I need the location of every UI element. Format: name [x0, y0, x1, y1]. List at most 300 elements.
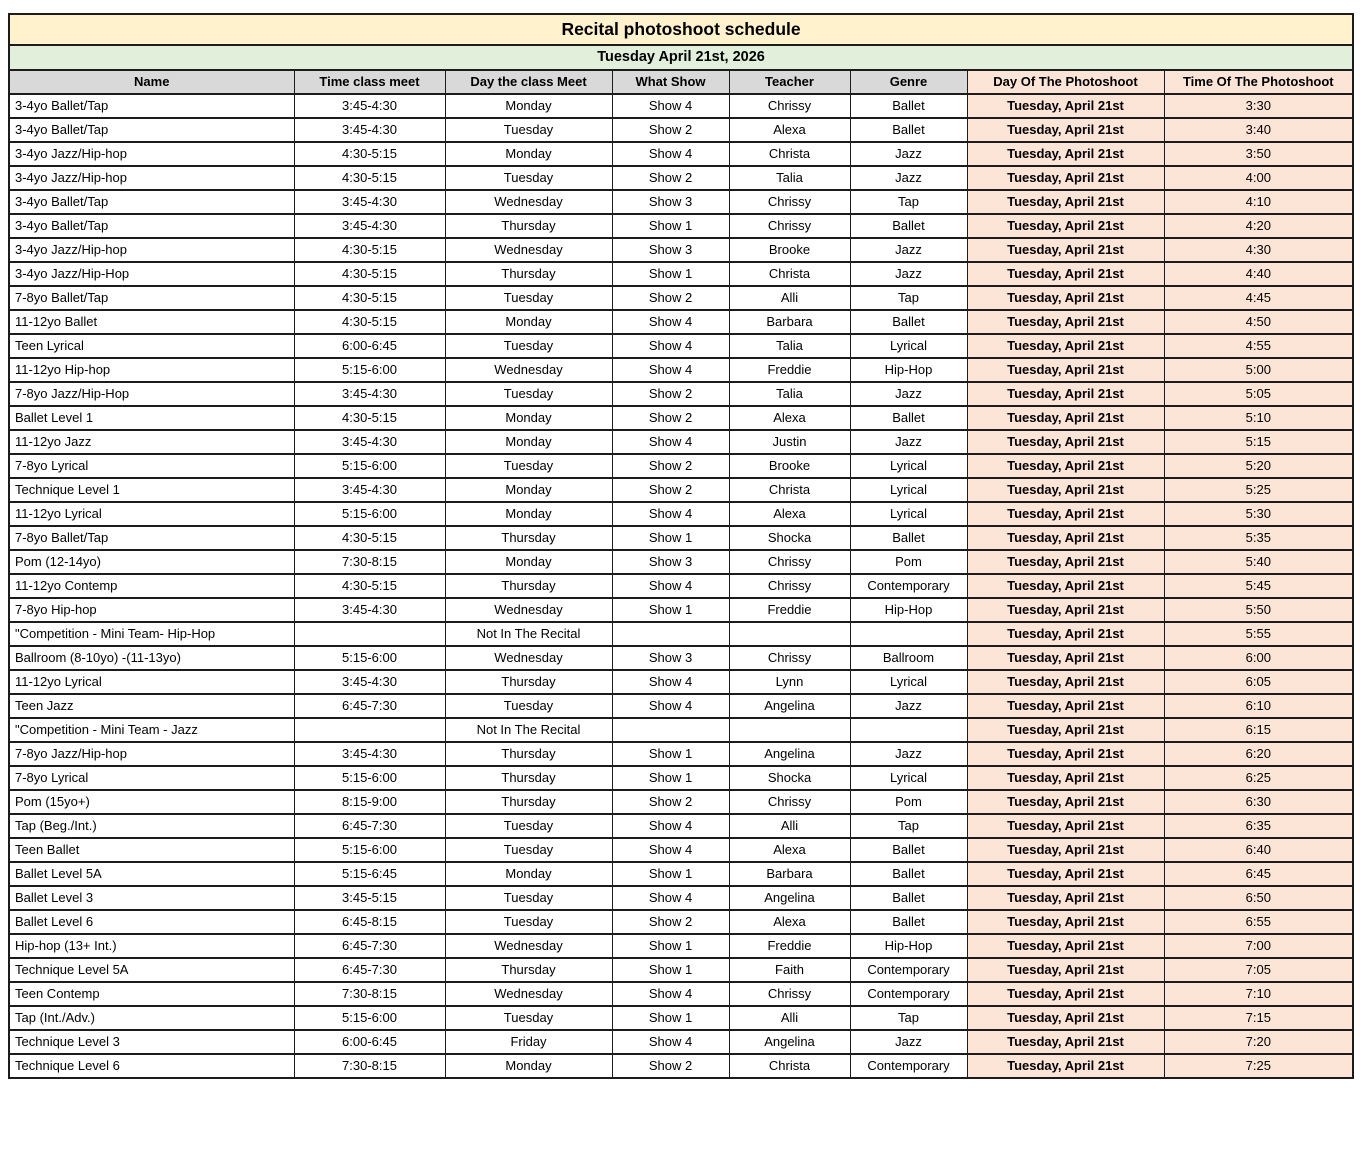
cell-teacher [729, 622, 850, 646]
column-header-name: Name [9, 70, 294, 94]
cell-time-of-the-photoshoot: 6:20 [1164, 742, 1353, 766]
cell-what-show: Show 2 [612, 478, 729, 502]
cell-what-show: Show 1 [612, 526, 729, 550]
cell-day-of-the-photoshoot: Tuesday, April 21st [967, 214, 1164, 238]
table-row [9, 910, 1353, 934]
cell-genre: Lyrical [850, 334, 967, 358]
cell-name: Technique Level 6 [9, 1054, 294, 1078]
cell-time-of-the-photoshoot: 6:15 [1164, 718, 1353, 742]
cell-time-class-meet: 6:45-7:30 [294, 934, 445, 958]
cell-day-of-the-photoshoot: Tuesday, April 21st [967, 550, 1164, 574]
cell-time-of-the-photoshoot: 7:25 [1164, 1054, 1353, 1078]
cell-genre: Hip-Hop [850, 358, 967, 382]
table-row [9, 646, 1353, 670]
cell-what-show: Show 1 [612, 1006, 729, 1030]
table-row [9, 526, 1353, 550]
cell-genre: Ballet [850, 406, 967, 430]
cell-what-show [612, 718, 729, 742]
cell-what-show: Show 4 [612, 502, 729, 526]
cell-day-the-class-meet: Tuesday [445, 886, 612, 910]
table-row [9, 622, 1353, 646]
cell-day-of-the-photoshoot: Tuesday, April 21st [967, 814, 1164, 838]
cell-teacher: Faith [729, 958, 850, 982]
cell-time-class-meet: 5:15-6:00 [294, 1006, 445, 1030]
cell-genre: Jazz [850, 262, 967, 286]
cell-what-show: Show 4 [612, 430, 729, 454]
table-row [9, 262, 1353, 286]
cell-day-of-the-photoshoot: Tuesday, April 21st [967, 190, 1164, 214]
cell-name: Tap (Beg./Int.) [9, 814, 294, 838]
cell-name: 11-12yo Lyrical [9, 670, 294, 694]
cell-what-show: Show 2 [612, 910, 729, 934]
cell-time-class-meet: 6:45-7:30 [294, 694, 445, 718]
cell-name: Ballroom (8-10yo) -(11-13yo) [9, 646, 294, 670]
cell-genre: Jazz [850, 166, 967, 190]
cell-day-of-the-photoshoot: Tuesday, April 21st [967, 406, 1164, 430]
table-row [9, 862, 1353, 886]
cell-teacher: Chrissy [729, 214, 850, 238]
table-row [9, 934, 1353, 958]
cell-what-show: Show 1 [612, 862, 729, 886]
cell-teacher: Shocka [729, 766, 850, 790]
table-row [9, 886, 1353, 910]
table-row [9, 190, 1353, 214]
cell-time-class-meet: 8:15-9:00 [294, 790, 445, 814]
cell-what-show: Show 2 [612, 166, 729, 190]
cell-teacher: Chrissy [729, 646, 850, 670]
cell-day-the-class-meet: Tuesday [445, 334, 612, 358]
cell-teacher: Christa [729, 1054, 850, 1078]
cell-name: Hip-hop (13+ Int.) [9, 934, 294, 958]
cell-day-of-the-photoshoot: Tuesday, April 21st [967, 310, 1164, 334]
cell-what-show: Show 2 [612, 382, 729, 406]
cell-teacher: Freddie [729, 934, 850, 958]
cell-day-the-class-meet: Wednesday [445, 358, 612, 382]
table-row [9, 334, 1353, 358]
cell-day-the-class-meet: Monday [445, 430, 612, 454]
table-row [9, 550, 1353, 574]
column-header-genre: Genre [850, 70, 967, 94]
cell-day-the-class-meet: Monday [445, 550, 612, 574]
cell-time-class-meet [294, 718, 445, 742]
cell-name: 7-8yo Lyrical [9, 766, 294, 790]
cell-time-class-meet: 5:15-6:00 [294, 358, 445, 382]
cell-teacher: Shocka [729, 526, 850, 550]
cell-what-show: Show 2 [612, 118, 729, 142]
cell-name: 3-4yo Jazz/Hip-hop [9, 166, 294, 190]
cell-teacher: Talia [729, 334, 850, 358]
cell-time-of-the-photoshoot: 4:20 [1164, 214, 1353, 238]
cell-day-the-class-meet: Thursday [445, 574, 612, 598]
cell-day-of-the-photoshoot: Tuesday, April 21st [967, 238, 1164, 262]
cell-what-show: Show 2 [612, 790, 729, 814]
cell-teacher: Brooke [729, 454, 850, 478]
cell-genre: Ballet [850, 910, 967, 934]
cell-what-show: Show 1 [612, 766, 729, 790]
table-row [9, 574, 1353, 598]
cell-genre [850, 622, 967, 646]
cell-teacher: Angelina [729, 742, 850, 766]
cell-what-show: Show 2 [612, 1054, 729, 1078]
cell-time-of-the-photoshoot: 5:10 [1164, 406, 1353, 430]
cell-genre: Ballet [850, 94, 967, 118]
cell-name: 11-12yo Jazz [9, 430, 294, 454]
cell-time-class-meet: 5:15-6:00 [294, 454, 445, 478]
cell-day-of-the-photoshoot: Tuesday, April 21st [967, 382, 1164, 406]
cell-time-of-the-photoshoot: 3:40 [1164, 118, 1353, 142]
table-row [9, 838, 1353, 862]
cell-genre: Tap [850, 286, 967, 310]
cell-what-show: Show 3 [612, 238, 729, 262]
table-row [9, 598, 1353, 622]
cell-genre: Lyrical [850, 478, 967, 502]
cell-day-the-class-meet: Tuesday [445, 910, 612, 934]
cell-teacher: Talia [729, 382, 850, 406]
cell-what-show: Show 1 [612, 598, 729, 622]
cell-teacher: Brooke [729, 238, 850, 262]
cell-what-show: Show 4 [612, 886, 729, 910]
cell-time-class-meet: 6:45-8:15 [294, 910, 445, 934]
cell-teacher: Alli [729, 814, 850, 838]
cell-what-show: Show 4 [612, 94, 729, 118]
cell-genre: Hip-Hop [850, 934, 967, 958]
cell-teacher: Chrissy [729, 790, 850, 814]
cell-teacher: Alexa [729, 406, 850, 430]
cell-time-class-meet: 4:30-5:15 [294, 262, 445, 286]
cell-name: 3-4yo Jazz/Hip-Hop [9, 262, 294, 286]
cell-teacher: Christa [729, 262, 850, 286]
cell-genre: Lyrical [850, 454, 967, 478]
cell-time-class-meet: 5:15-6:00 [294, 838, 445, 862]
cell-time-of-the-photoshoot: 5:45 [1164, 574, 1353, 598]
cell-teacher: Freddie [729, 598, 850, 622]
cell-time-class-meet: 4:30-5:15 [294, 238, 445, 262]
cell-genre: Pom [850, 790, 967, 814]
cell-what-show: Show 4 [612, 1030, 729, 1054]
cell-genre: Jazz [850, 382, 967, 406]
cell-day-the-class-meet: Monday [445, 142, 612, 166]
cell-name: Teen Ballet [9, 838, 294, 862]
cell-day-of-the-photoshoot: Tuesday, April 21st [967, 862, 1164, 886]
cell-day-the-class-meet: Wednesday [445, 646, 612, 670]
cell-time-of-the-photoshoot: 7:10 [1164, 982, 1353, 1006]
table-row [9, 694, 1353, 718]
table-row [9, 742, 1353, 766]
cell-day-the-class-meet: Tuesday [445, 382, 612, 406]
schedule-sheet [8, 13, 1354, 1079]
table-row [9, 142, 1353, 166]
cell-teacher: Chrissy [729, 574, 850, 598]
cell-name: Pom (15yo+) [9, 790, 294, 814]
cell-teacher: Barbara [729, 310, 850, 334]
cell-genre: Ballet [850, 118, 967, 142]
cell-genre: Lyrical [850, 670, 967, 694]
cell-what-show: Show 3 [612, 190, 729, 214]
cell-time-of-the-photoshoot: 6:50 [1164, 886, 1353, 910]
cell-genre: Ballet [850, 886, 967, 910]
cell-day-the-class-meet: Not In The Recital [445, 622, 612, 646]
cell-what-show: Show 1 [612, 742, 729, 766]
cell-day-of-the-photoshoot: Tuesday, April 21st [967, 742, 1164, 766]
table-row [9, 118, 1353, 142]
cell-time-class-meet: 3:45-4:30 [294, 430, 445, 454]
cell-genre: Jazz [850, 142, 967, 166]
cell-time-of-the-photoshoot: 7:20 [1164, 1030, 1353, 1054]
cell-genre: Tap [850, 1006, 967, 1030]
cell-name: 11-12yo Lyrical [9, 502, 294, 526]
cell-time-of-the-photoshoot: 4:00 [1164, 166, 1353, 190]
cell-what-show: Show 4 [612, 310, 729, 334]
cell-time-of-the-photoshoot: 7:00 [1164, 934, 1353, 958]
cell-day-the-class-meet: Thursday [445, 262, 612, 286]
cell-day-the-class-meet: Wednesday [445, 190, 612, 214]
cell-name: Technique Level 1 [9, 478, 294, 502]
cell-day-the-class-meet: Tuesday [445, 454, 612, 478]
cell-day-of-the-photoshoot: Tuesday, April 21st [967, 598, 1164, 622]
column-header-teacher: Teacher [729, 70, 850, 94]
cell-teacher: Chrissy [729, 190, 850, 214]
cell-teacher: Chrissy [729, 550, 850, 574]
cell-genre: Ballet [850, 838, 967, 862]
cell-name: Teen Lyrical [9, 334, 294, 358]
column-header-time-class-meet: Time class meet [294, 70, 445, 94]
cell-day-the-class-meet: Not In The Recital [445, 718, 612, 742]
cell-name: 3-4yo Jazz/Hip-hop [9, 142, 294, 166]
cell-genre: Hip-Hop [850, 598, 967, 622]
cell-time-of-the-photoshoot: 7:05 [1164, 958, 1353, 982]
column-header-what-show: What Show [612, 70, 729, 94]
cell-name: 7-8yo Jazz/Hip-hop [9, 742, 294, 766]
cell-teacher: Justin [729, 430, 850, 454]
cell-what-show: Show 4 [612, 334, 729, 358]
cell-day-of-the-photoshoot: Tuesday, April 21st [967, 262, 1164, 286]
cell-day-of-the-photoshoot: Tuesday, April 21st [967, 502, 1164, 526]
cell-time-of-the-photoshoot: 6:10 [1164, 694, 1353, 718]
cell-teacher: Chrissy [729, 982, 850, 1006]
table-row [9, 718, 1353, 742]
cell-day-the-class-meet: Wednesday [445, 598, 612, 622]
photoshoot-schedule-table [8, 13, 1354, 1079]
cell-time-class-meet: 3:45-4:30 [294, 190, 445, 214]
cell-time-class-meet: 4:30-5:15 [294, 526, 445, 550]
cell-time-class-meet: 3:45-4:30 [294, 118, 445, 142]
cell-what-show: Show 4 [612, 142, 729, 166]
cell-what-show: Show 3 [612, 646, 729, 670]
cell-name: Technique Level 3 [9, 1030, 294, 1054]
cell-teacher: Talia [729, 166, 850, 190]
cell-time-class-meet: 3:45-5:15 [294, 886, 445, 910]
table-row [9, 310, 1353, 334]
cell-time-class-meet: 6:00-6:45 [294, 334, 445, 358]
cell-what-show: Show 4 [612, 358, 729, 382]
cell-name: 3-4yo Ballet/Tap [9, 94, 294, 118]
cell-genre: Tap [850, 814, 967, 838]
cell-time-of-the-photoshoot: 5:35 [1164, 526, 1353, 550]
cell-time-class-meet: 3:45-4:30 [294, 94, 445, 118]
cell-time-of-the-photoshoot: 6:55 [1164, 910, 1353, 934]
cell-name: 7-8yo Hip-hop [9, 598, 294, 622]
cell-teacher: Angelina [729, 886, 850, 910]
cell-time-class-meet: 4:30-5:15 [294, 310, 445, 334]
table-row [9, 214, 1353, 238]
cell-what-show: Show 4 [612, 694, 729, 718]
cell-time-class-meet: 3:45-4:30 [294, 478, 445, 502]
cell-day-of-the-photoshoot: Tuesday, April 21st [967, 574, 1164, 598]
cell-genre: Ballet [850, 310, 967, 334]
column-header-day-of-the-photoshoot: Day Of The Photoshoot [967, 70, 1164, 94]
cell-time-of-the-photoshoot: 4:55 [1164, 334, 1353, 358]
cell-time-class-meet: 4:30-5:15 [294, 574, 445, 598]
cell-day-of-the-photoshoot: Tuesday, April 21st [967, 166, 1164, 190]
cell-genre: Jazz [850, 694, 967, 718]
table-row [9, 814, 1353, 838]
cell-day-of-the-photoshoot: Tuesday, April 21st [967, 886, 1164, 910]
cell-day-the-class-meet: Thursday [445, 790, 612, 814]
cell-what-show: Show 3 [612, 550, 729, 574]
cell-teacher: Freddie [729, 358, 850, 382]
cell-day-of-the-photoshoot: Tuesday, April 21st [967, 454, 1164, 478]
table-row [9, 286, 1353, 310]
cell-what-show: Show 1 [612, 214, 729, 238]
table-row [9, 1030, 1353, 1054]
cell-day-of-the-photoshoot: Tuesday, April 21st [967, 934, 1164, 958]
cell-teacher: Christa [729, 142, 850, 166]
cell-genre: Jazz [850, 430, 967, 454]
cell-name: Tap (Int./Adv.) [9, 1006, 294, 1030]
cell-day-of-the-photoshoot: Tuesday, April 21st [967, 718, 1164, 742]
cell-time-of-the-photoshoot: 5:00 [1164, 358, 1353, 382]
cell-genre: Jazz [850, 1030, 967, 1054]
cell-day-the-class-meet: Tuesday [445, 838, 612, 862]
cell-teacher: Chrissy [729, 94, 850, 118]
cell-what-show: Show 4 [612, 982, 729, 1006]
cell-name: Technique Level 5A [9, 958, 294, 982]
cell-name: Teen Jazz [9, 694, 294, 718]
cell-name: Ballet Level 1 [9, 406, 294, 430]
cell-time-of-the-photoshoot: 4:30 [1164, 238, 1353, 262]
cell-time-class-meet: 3:45-4:30 [294, 742, 445, 766]
table-row [9, 166, 1353, 190]
cell-day-the-class-meet: Monday [445, 862, 612, 886]
cell-day-the-class-meet: Monday [445, 1054, 612, 1078]
cell-teacher: Lynn [729, 670, 850, 694]
table-row [9, 502, 1353, 526]
table-row [9, 1054, 1353, 1078]
cell-time-class-meet: 6:45-7:30 [294, 958, 445, 982]
cell-teacher: Alexa [729, 910, 850, 934]
column-header-row [9, 70, 1353, 94]
cell-time-of-the-photoshoot: 7:15 [1164, 1006, 1353, 1030]
cell-genre: Contemporary [850, 1054, 967, 1078]
cell-day-of-the-photoshoot: Tuesday, April 21st [967, 94, 1164, 118]
cell-genre [850, 718, 967, 742]
cell-time-of-the-photoshoot: 4:40 [1164, 262, 1353, 286]
cell-time-of-the-photoshoot: 5:15 [1164, 430, 1353, 454]
cell-time-class-meet: 5:15-6:45 [294, 862, 445, 886]
cell-genre: Tap [850, 190, 967, 214]
cell-day-the-class-meet: Wednesday [445, 982, 612, 1006]
cell-time-class-meet: 4:30-5:15 [294, 406, 445, 430]
cell-day-of-the-photoshoot: Tuesday, April 21st [967, 478, 1164, 502]
cell-name: 11-12yo Ballet [9, 310, 294, 334]
cell-what-show: Show 1 [612, 934, 729, 958]
cell-time-class-meet [294, 622, 445, 646]
cell-day-the-class-meet: Wednesday [445, 238, 612, 262]
cell-time-class-meet: 5:15-6:00 [294, 502, 445, 526]
cell-teacher: Angelina [729, 694, 850, 718]
cell-time-of-the-photoshoot: 4:45 [1164, 286, 1353, 310]
cell-day-the-class-meet: Thursday [445, 958, 612, 982]
cell-what-show: Show 2 [612, 406, 729, 430]
cell-name: 3-4yo Ballet/Tap [9, 118, 294, 142]
cell-time-class-meet: 7:30-8:15 [294, 550, 445, 574]
cell-genre: Lyrical [850, 502, 967, 526]
cell-genre: Pom [850, 550, 967, 574]
cell-day-of-the-photoshoot: Tuesday, April 21st [967, 142, 1164, 166]
table-row [9, 430, 1353, 454]
cell-day-the-class-meet: Monday [445, 478, 612, 502]
cell-time-of-the-photoshoot: 6:05 [1164, 670, 1353, 694]
cell-genre: Ballroom [850, 646, 967, 670]
cell-day-the-class-meet: Thursday [445, 526, 612, 550]
cell-teacher: Christa [729, 478, 850, 502]
cell-name: Ballet Level 6 [9, 910, 294, 934]
cell-time-of-the-photoshoot: 6:40 [1164, 838, 1353, 862]
cell-day-of-the-photoshoot: Tuesday, April 21st [967, 982, 1164, 1006]
cell-day-of-the-photoshoot: Tuesday, April 21st [967, 286, 1164, 310]
cell-time-class-meet: 7:30-8:15 [294, 1054, 445, 1078]
cell-time-of-the-photoshoot: 6:45 [1164, 862, 1353, 886]
cell-time-class-meet: 4:30-5:15 [294, 286, 445, 310]
cell-day-of-the-photoshoot: Tuesday, April 21st [967, 1006, 1164, 1030]
cell-time-of-the-photoshoot: 3:30 [1164, 94, 1353, 118]
cell-time-of-the-photoshoot: 5:30 [1164, 502, 1353, 526]
cell-day-of-the-photoshoot: Tuesday, April 21st [967, 958, 1164, 982]
cell-name: 7-8yo Ballet/Tap [9, 286, 294, 310]
cell-day-of-the-photoshoot: Tuesday, April 21st [967, 1030, 1164, 1054]
cell-what-show: Show 4 [612, 574, 729, 598]
table-row [9, 382, 1353, 406]
cell-name: Ballet Level 5A [9, 862, 294, 886]
cell-time-class-meet: 5:15-6:00 [294, 646, 445, 670]
cell-day-of-the-photoshoot: Tuesday, April 21st [967, 910, 1164, 934]
cell-time-of-the-photoshoot: 5:50 [1164, 598, 1353, 622]
cell-time-class-meet: 7:30-8:15 [294, 982, 445, 1006]
cell-name: 3-4yo Ballet/Tap [9, 214, 294, 238]
cell-time-of-the-photoshoot: 5:40 [1164, 550, 1353, 574]
table-row [9, 94, 1353, 118]
cell-day-of-the-photoshoot: Tuesday, April 21st [967, 358, 1164, 382]
cell-time-of-the-photoshoot: 6:30 [1164, 790, 1353, 814]
cell-time-class-meet: 4:30-5:15 [294, 142, 445, 166]
page-title: Recital photoshoot schedule [9, 14, 1353, 45]
cell-day-the-class-meet: Monday [445, 502, 612, 526]
cell-what-show: Show 4 [612, 838, 729, 862]
date-row [9, 45, 1353, 70]
cell-name: Pom (12-14yo) [9, 550, 294, 574]
cell-day-the-class-meet: Wednesday [445, 934, 612, 958]
cell-genre: Lyrical [850, 766, 967, 790]
cell-teacher: Alexa [729, 838, 850, 862]
cell-what-show: Show 2 [612, 454, 729, 478]
cell-teacher: Angelina [729, 1030, 850, 1054]
cell-name: 7-8yo Lyrical [9, 454, 294, 478]
cell-time-of-the-photoshoot: 5:55 [1164, 622, 1353, 646]
table-row [9, 790, 1353, 814]
cell-time-of-the-photoshoot: 6:00 [1164, 646, 1353, 670]
cell-day-of-the-photoshoot: Tuesday, April 21st [967, 646, 1164, 670]
cell-day-of-the-photoshoot: Tuesday, April 21st [967, 1054, 1164, 1078]
